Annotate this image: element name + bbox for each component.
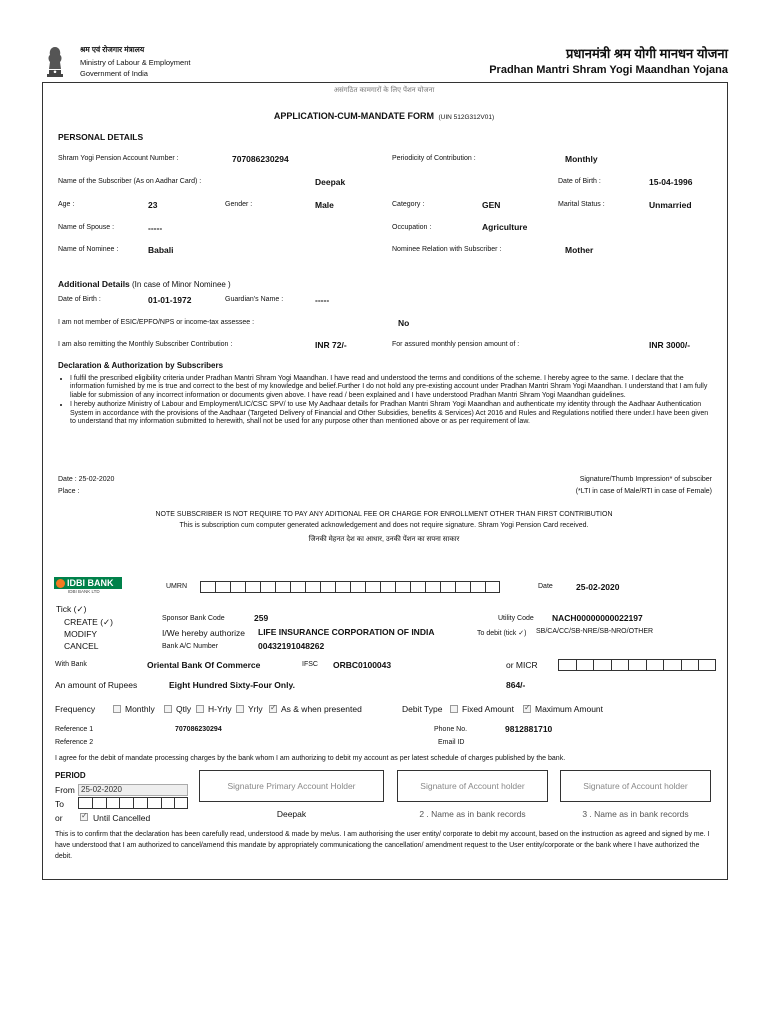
authorize-value: LIFE INSURANCE CORPORATION OF INDIA	[258, 627, 435, 637]
frequency-qtly-label: Qtly	[176, 704, 192, 714]
ministry-name: Ministry of Labour & Employment	[80, 58, 191, 67]
signature-label: Signature/Thumb Impression* of subsciber	[579, 476, 712, 483]
dob-value: 15-04-1996	[649, 177, 693, 187]
frequency-presented-checkbox[interactable]	[269, 705, 277, 713]
nominee-relation-label: Nominee Relation with Subscriber :	[392, 246, 502, 253]
periodicity-label: Periodicity of Contribution :	[392, 155, 476, 162]
bank-logo-text: IDBI BANK	[67, 578, 114, 588]
second-holder-name: 2 . Name as in bank records	[419, 809, 526, 819]
utility-code-label: Utility Code	[498, 615, 534, 622]
amount-rupees-label: An amount of Rupees	[55, 680, 138, 690]
create-option[interactable]: CREATE (✓)	[64, 617, 113, 627]
to-date-boxes[interactable]	[78, 797, 188, 809]
government-name: Government of India	[80, 69, 148, 78]
umrn-boxes[interactable]	[200, 581, 500, 593]
declaration-item: • I fulfil the prescribed eligibility criteria under Pradhan Mantri Shram Yogi Maandhan. I have read and understood the terms and conditions of the scheme. I hereby agree to the same. I declare that the information furnished by me is true and correct to the best of my knowledge and belief.Further I do not hold any pre-existing account under Pradhan Mantri Shram Yogi Maandhan. I understand that I am fully liable for submission of any incorrect information or documents given above. I have read / been explained and I have understood Pradhan Mantri Shram Yogi Maandhan guidelines.	[70, 375, 710, 400]
assured-pension-value: INR 3000/-	[649, 340, 691, 350]
frequency-qtly-checkbox[interactable]	[164, 705, 172, 713]
bank-logo-subtext: IDBI BANK LTD	[68, 589, 100, 594]
age-value: 23	[148, 200, 158, 210]
additional-dob-label: Date of Birth :	[58, 296, 101, 303]
to-label: To	[55, 799, 64, 809]
slogan-hindi: जिनकी मेहनत देश का आधार, उनकी पेंशन का सपना साकार	[308, 536, 460, 543]
umrn-label: UMRN	[166, 583, 187, 590]
signature-note: (*LTI in case of Male/RTI in case of Female)	[575, 488, 712, 495]
bank-account-value: 00432191048262	[258, 641, 325, 651]
cancel-option[interactable]: CANCEL	[64, 641, 99, 651]
maximum-amount-checkbox[interactable]	[523, 705, 531, 713]
spouse-value: -----	[148, 223, 163, 233]
second-signature-box[interactable]: Signature of Account holder	[397, 770, 548, 802]
assured-pension-label: For assured monthly pension amount of :	[392, 341, 520, 348]
form-uin: (UIN 512G312V01)	[438, 114, 495, 121]
from-date-field[interactable]: 25-02-2020	[78, 784, 188, 796]
fixed-amount-checkbox[interactable]	[450, 705, 458, 713]
scheme-english-title: Pradhan Mantri Shram Yogi Maandhan Yojana	[489, 64, 728, 76]
third-signature-box[interactable]: Signature of Account holder	[560, 770, 711, 802]
dob-label: Date of Birth :	[558, 178, 601, 185]
tick-label: Tick (✓)	[56, 604, 87, 614]
mandate-date-label: Date	[538, 583, 553, 590]
remit-value: INR 72/-	[315, 340, 347, 350]
amount-in-words: Eight Hundred Sixty-Four Only.	[169, 680, 295, 690]
subscriber-name-label: Name of the Subscriber (As on Aadhar Card) :	[58, 178, 202, 185]
age-label: Age :	[58, 201, 75, 208]
phone-value: 9812881710	[505, 724, 553, 734]
frequency-hyrly-checkbox[interactable]	[196, 705, 204, 713]
frequency-yrly-checkbox[interactable]	[236, 705, 244, 713]
frequency-monthly-checkbox[interactable]	[113, 705, 121, 713]
idbi-logo-mark-icon	[56, 579, 65, 588]
date-line: Date : 25-02-2020	[58, 476, 115, 483]
periodicity-value: Monthly	[565, 154, 598, 164]
modify-option[interactable]: MODIFY	[64, 629, 98, 639]
guardian-value: -----	[315, 295, 330, 305]
gender-value: Male	[315, 200, 334, 210]
frequency-hyrly-label: H-Yrly	[208, 704, 232, 714]
tagline-hindi: असंगठित कामगारों के लिए पेंशन योजना	[333, 87, 435, 94]
additional-details-heading	[58, 274, 231, 292]
esic-label: I am not member of ESIC/EPFO/NPS or income-tax assessee :	[58, 319, 255, 326]
email-label: Email ID	[438, 739, 465, 746]
mandate-date-value: 25-02-2020	[576, 582, 620, 592]
nominee-value: Babali	[148, 245, 174, 255]
third-holder-name: 3 . Name as in bank records	[582, 809, 689, 819]
place-line: Place :	[58, 488, 80, 495]
idbi-bank-logo	[54, 577, 122, 597]
remit-label: I am also remitting the Monthly Subscriber Contribution :	[58, 341, 233, 348]
ifsc-value: ORBC0100043	[333, 660, 392, 670]
marital-status-value: Unmarried	[649, 200, 692, 210]
reference2-label: Reference 2	[55, 739, 94, 746]
additional-details-subtitle: (In case of Minor Nominee )	[129, 280, 231, 289]
category-value: GEN	[482, 200, 501, 210]
nominee-relation-value: Mother	[565, 245, 594, 255]
with-bank-label: With Bank	[55, 661, 87, 668]
guardian-label: Guardian's Name :	[225, 296, 284, 303]
period-label: PERIOD	[55, 771, 86, 780]
debit-account-type-options[interactable]: SB/CA/CC/SB-NRE/SB-NRO/OTHER	[536, 628, 654, 635]
frequency-yrly-label: Yrly	[248, 704, 263, 714]
frequency-presented-label: As & when presented	[281, 704, 362, 714]
esic-value: No	[398, 318, 410, 328]
fixed-amount-label: Fixed Amount	[462, 704, 514, 714]
bank-account-label: Bank A/C Number	[162, 643, 219, 650]
from-label: From	[55, 785, 75, 795]
utility-code-value: NACH00000000022197	[552, 613, 643, 623]
personal-details-heading: PERSONAL DETAILS	[58, 132, 144, 142]
occupation-value: Agriculture	[482, 222, 528, 232]
agree-text: I agree for the debit of mandate processing charges by the bank whom I am authorizing to debit my account as per latest schedule of charges published by the bank.	[55, 755, 566, 762]
or-label: or	[55, 813, 63, 823]
occupation-label: Occupation :	[392, 224, 432, 231]
micr-label: or MICR	[506, 660, 538, 670]
primary-holder-name: Deepak	[276, 809, 307, 819]
declaration-item: • I hereby authorize Ministry of Labour and Employment/LIC/CSC SPV/ to use My Aadhaar details for Pradhan Mantri Shram Yogi Maandhan and authenticate my identity through the Aadhaar Authentication System in accordance with the provisions of the Aadhaar (Targeted Delivery of Financial and Other Subsidies, benefits & Services) Act 2016 and Rules and Regulations notified there under.I have been given to understand that my information submitted to herewith, shall not be used for any purpose other than mentioned above or as per requirement of law.	[70, 401, 710, 426]
nominee-label: Name of Nominee :	[58, 246, 119, 253]
declaration-heading: Declaration & Authorization by Subscribers	[58, 361, 224, 370]
confirmation-text: This is to confirm that the declaration has been carefully read, understood & made by me/us. I am authorising the user entity/ corporate to debit my account, based on the instruction as agreed and signed by me. I have understood that I am authorized to cancel/amend this mandate by appropriately communicationg the cancellation/ amendment request to the User entity/corporate or the bank where I have authorized the debit.	[55, 831, 710, 860]
amount-value: 864/-	[506, 680, 526, 690]
additional-details-title: Additional Details	[58, 279, 130, 289]
subscriber-name-value: Deepak	[315, 177, 346, 187]
category-label: Category :	[392, 201, 425, 208]
micr-boxes[interactable]	[558, 659, 716, 671]
spouse-label: Name of Spouse :	[58, 224, 115, 231]
account-number-value: 707086230294	[232, 154, 289, 164]
until-cancelled-checkbox[interactable]	[80, 813, 88, 821]
scheme-hindi-title: प्रधानमंत्री श्रम योगी मानधन योजना	[565, 46, 728, 61]
marital-status-label: Marital Status :	[558, 201, 605, 208]
reference1-label: Reference 1	[55, 726, 94, 733]
debit-account-type-label: To debit (tick ✓)	[477, 630, 527, 637]
form-title-row	[0, 106, 768, 124]
sponsor-code-value: 259	[254, 613, 269, 623]
debit-type-label: Debit Type	[402, 704, 443, 714]
fee-note: NOTE SUBSCRIBER IS NOT REQUIRE TO PAY ANY ADITIONAL FEE OR CHARGE FOR ENROLLMENT OTHER THAN FIRST CONTRIBUTION	[155, 511, 613, 518]
authorize-label: I/We hereby authorize	[162, 628, 245, 638]
frequency-monthly-label: Monthly	[125, 704, 155, 714]
declaration-list	[60, 375, 710, 427]
ifsc-label: IFSC	[302, 661, 318, 668]
until-cancelled-label: Until Cancelled	[93, 813, 151, 823]
additional-dob-value: 01-01-1972	[148, 295, 192, 305]
gender-label: Gender :	[225, 201, 253, 208]
account-number-label: Shram Yogi Pension Account Number :	[58, 155, 179, 162]
with-bank-value: Oriental Bank Of Commerce	[147, 660, 261, 670]
frequency-label: Frequency	[55, 704, 96, 714]
primary-signature-box[interactable]: Signature Primary Account Holder	[199, 770, 384, 802]
national-emblem-icon	[44, 44, 66, 78]
sponsor-code-label: Sponsor Bank Code	[162, 615, 225, 622]
form-title: APPLICATION-CUM-MANDATE FORM	[273, 111, 435, 121]
ministry-hindi: श्रम एवं रोजगार मंत्रालय	[80, 45, 145, 54]
reference1-value: 707086230294	[175, 726, 222, 733]
acknowledgement-note: This is subscription cum computer generated acknowledgement and does not require signature. Shram Yogi Pension Card received.	[179, 522, 589, 529]
phone-label: Phone No.	[434, 726, 468, 733]
maximum-amount-label: Maximum Amount	[535, 704, 604, 714]
